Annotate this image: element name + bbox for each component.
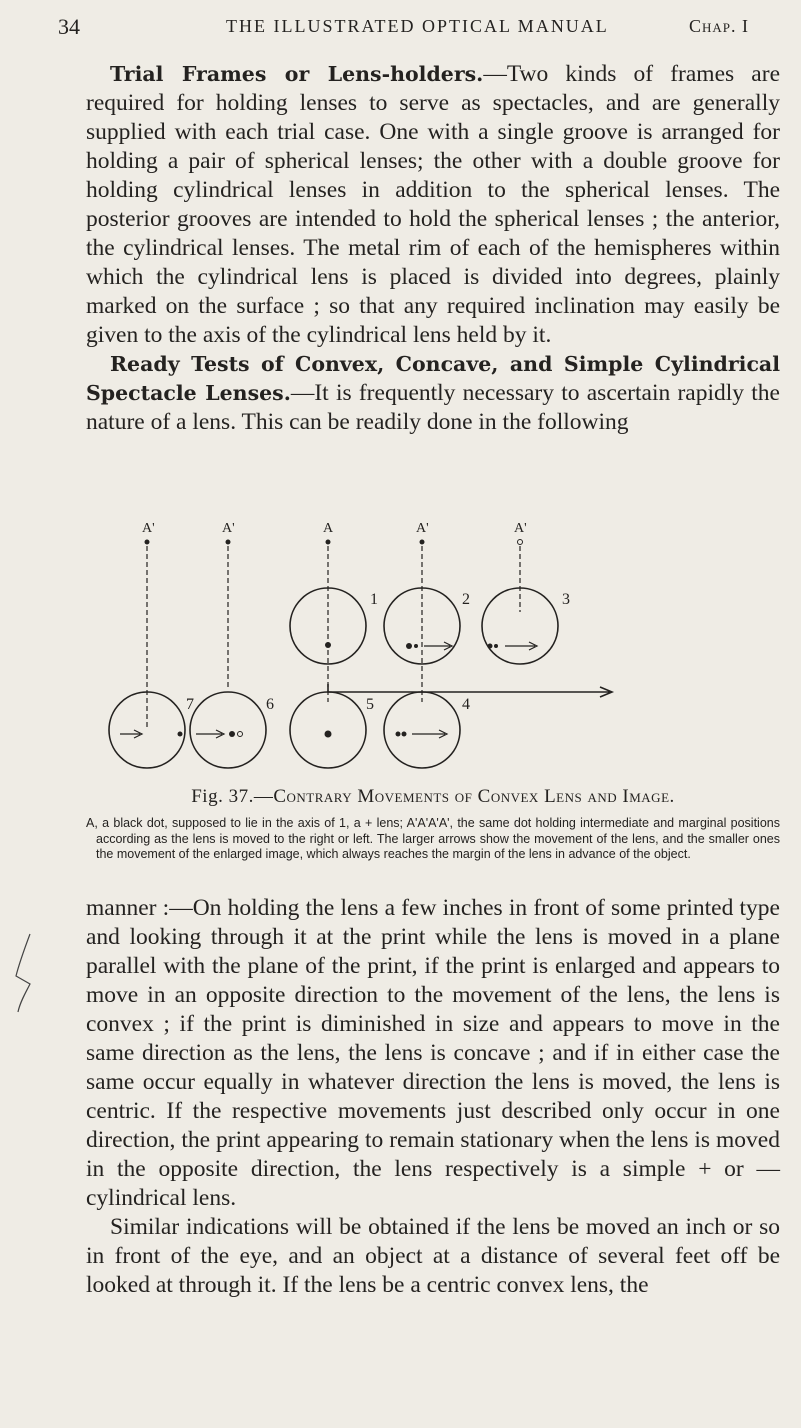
dot-markers — [145, 540, 523, 545]
lens-diagram — [142, 512, 770, 772]
image-dots — [178, 642, 499, 738]
margin-pencil-mark — [10, 930, 36, 1016]
label-a: A — [323, 521, 334, 536]
body-trial-frames: —Two kinds of frames are required for holding lenses to serve as spectacles, and are generally supplied with each trial case. One with a single groove is arranged for holding a pair of spherical lenses; the other with a double groove for holding cylindrical lenses in addition to the spherical lenses. The posterior grooves are intended to hold the spherical lenses ; the anterior, the cylindrical lenses. The metal rim of each of the hemispheres within which the cylindrical lens is placed is divided into degrees, plainly marked on the surface ; so that any required inclination may easily be given to the axis of the cylindrical lens held by it. — [86, 61, 780, 348]
lens-circles — [109, 588, 558, 768]
figure-legend — [86, 816, 780, 863]
number-6: 6 — [266, 696, 274, 713]
label-a-prime-1: A' — [142, 521, 155, 536]
paragraph-manner: manner :—On holding the lens a few inches in front of some printed type and looking through it at the print while the lens is moved in a plane parallel with the plane of the print, if the print is enlarged and appears to move in an opposite direction to the movement of the lens, the lens is convex ; if the print is diminished in size and appears to move in the same direction as the lens, the lens is concave ; and if in either case the same occur equally in whatever direction the lens is moved, the lens is centric. If the respective movements just described only occur in one direction, the print appearing to remain stationary when the lens is moved in the opposite direction, the lens respectively is a simple + or — cylindrical lens. — [86, 895, 780, 1211]
number-2: 2 — [462, 591, 470, 608]
figure-number: Fig. 37. — [191, 786, 254, 807]
figure-title: —Contrary Movements of Convex Lens and Image. — [253, 786, 675, 807]
number-5: 5 — [366, 696, 374, 713]
lower-text — [86, 894, 780, 1300]
running-title: THE ILLUSTRATED OPTICAL MANUAL — [226, 16, 609, 36]
running-head — [58, 14, 757, 42]
paragraph-similar: Similar indications will be obtained if the lens be moved an inch or so in front of the eye, and an object at a distance of several feet off be looked at through it. If the lens be a centric convex lens, the — [86, 1214, 780, 1298]
number-3: 3 — [562, 591, 570, 608]
figure-caption — [86, 786, 780, 808]
body-ready-tests: —It is frequently necessary to ascertain rapidly the nature of a lens. This can be readily done in the following — [86, 380, 780, 435]
page-number: 34 — [58, 14, 80, 39]
paragraph-trial-frames — [86, 60, 780, 350]
label-a-prime-4: A' — [514, 521, 527, 536]
heading-trial-frames: Trial Frames or Lens-holders. — [110, 62, 484, 86]
chapter-mark: Chap. I — [688, 16, 749, 36]
upper-text — [86, 60, 780, 437]
label-a-prime-3: A' — [416, 521, 429, 536]
label-a-prime-2: A' — [222, 521, 235, 536]
number-7: 7 — [186, 696, 194, 713]
number-1: 1 — [370, 591, 378, 608]
paragraph-ready-tests — [86, 350, 780, 437]
heading-ready-tests: Ready Tests of Convex, Concave, and Simple Cylindrical Spectacle Lenses. — [86, 352, 780, 405]
number-4: 4 — [462, 696, 470, 713]
legend-text: A, a black dot, supposed to lie in the axis of 1, a + lens; A'A'A'A', the same dot holding intermediate and marginal positions according as the lens is moved to the right or left. The larger arrows show the movement of the lens, and the smaller ones the movement of the enlarged image, which always reaches the margin of the lens in advance of the object. — [86, 816, 780, 861]
figure-37 — [142, 512, 770, 772]
